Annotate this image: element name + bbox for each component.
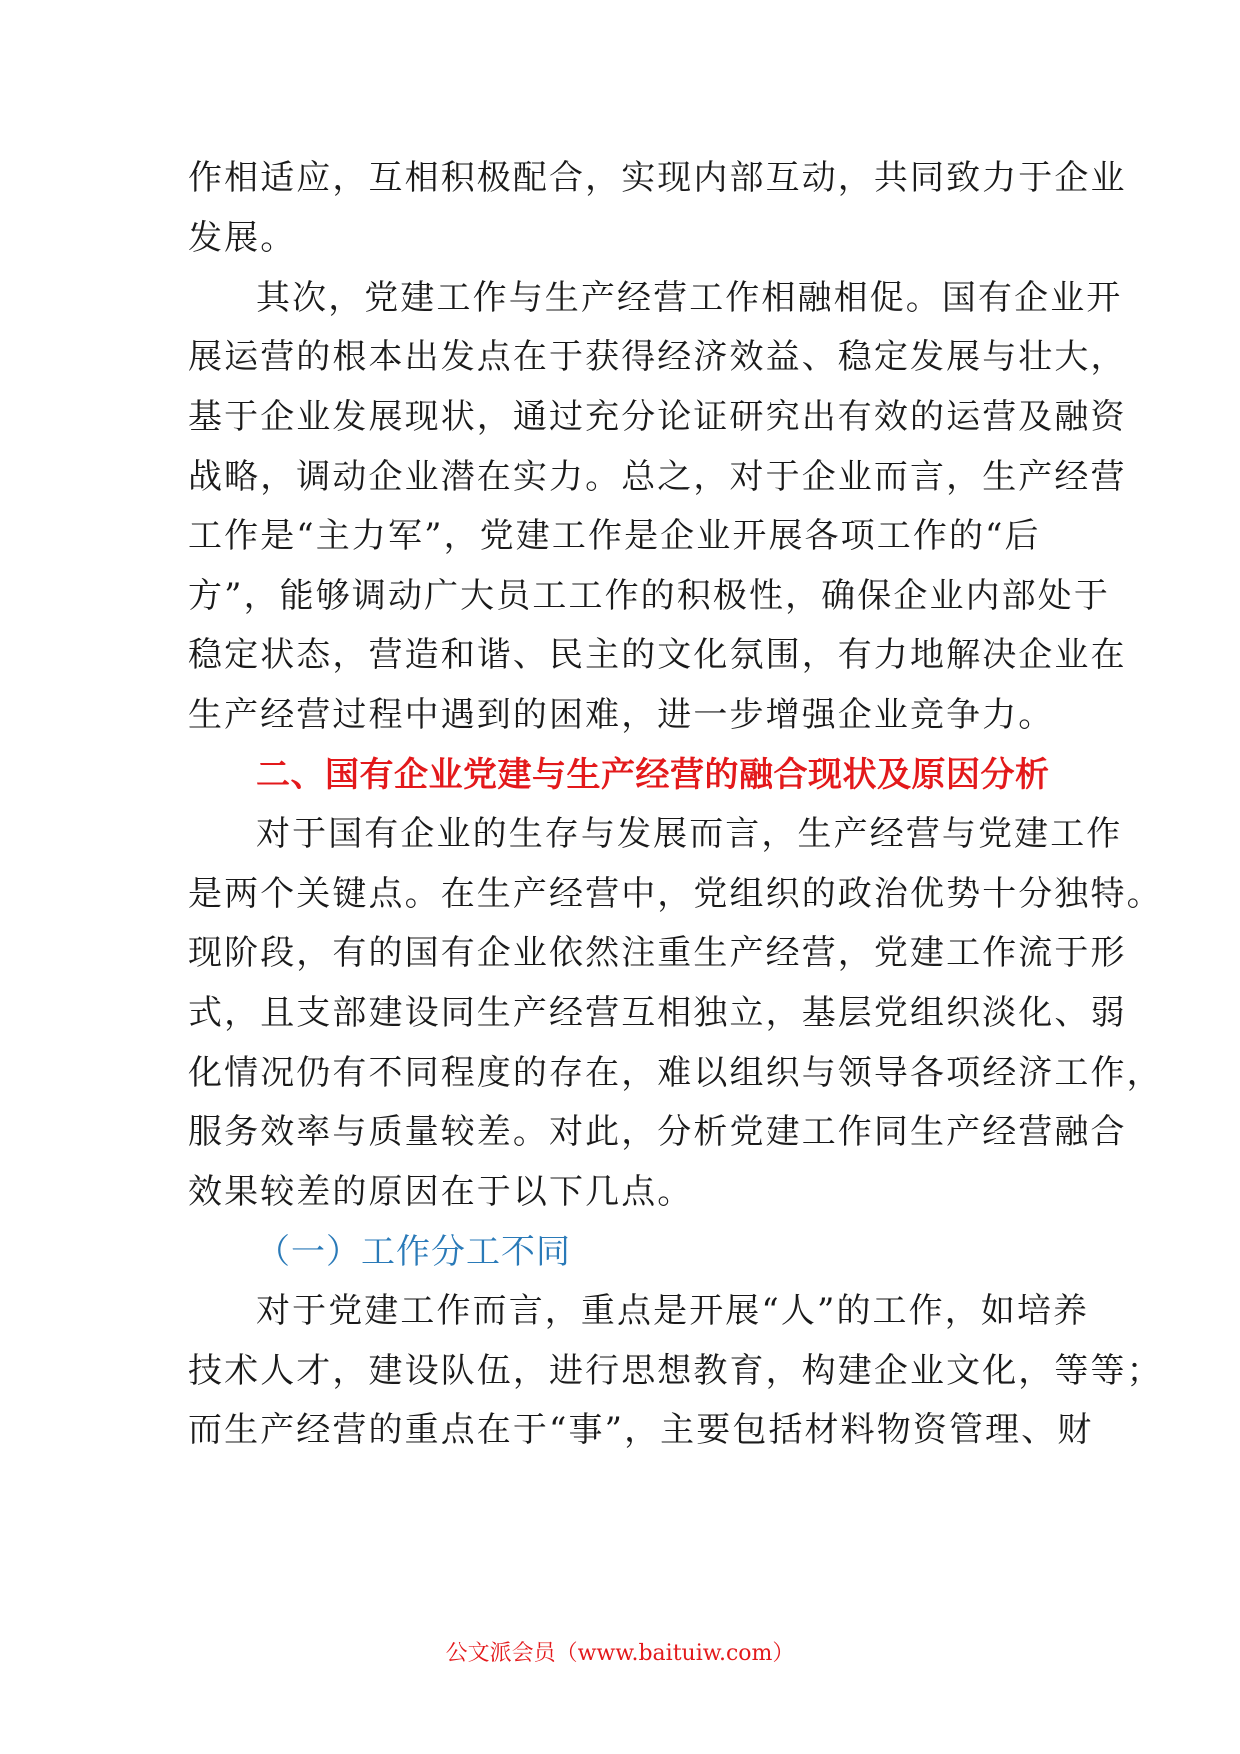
paragraph-line: 战略，调动企业潜在实力。总之，对于企业而言，生产经营 [188, 457, 1127, 497]
paragraph-line: 展运营的根本出发点在于获得经济效益、稳定发展与壮大， [188, 337, 1127, 377]
paragraph-line: 方”，能够调动广大员工工作的积极性，确保企业内部处于 [188, 576, 1110, 616]
subsection-heading: （一）工作分工不同 [256, 1232, 571, 1272]
paragraph-line: 现阶段，有的国有企业依然注重生产经营，党建工作流于形 [188, 933, 1127, 973]
paragraph-line: 技术人才，建设队伍，进行思想教育，构建企业文化，等等； [188, 1351, 1163, 1391]
paragraph-line: 生产经营过程中遇到的困难，进一步增强企业竞争力。 [188, 695, 1055, 735]
paragraph-line: 式，且支部建设同生产经营互相独立，基层党组织淡化、弱 [188, 993, 1127, 1033]
footer-member-link[interactable]: 公文派会员（www.baituiw.com） [445, 1641, 795, 1666]
paragraph-line: 其次，党建工作与生产经营工作相融相促。国有企业开 [256, 278, 1123, 318]
paragraph-line: 作相适应，互相积极配合，实现内部互动，共同致力于企业 [188, 158, 1127, 198]
section-heading: 二、国有企业党建与生产经营的融合现状及原因分析 [256, 755, 1050, 795]
paragraph-line: 效果较差的原因在于以下几点。 [188, 1172, 694, 1212]
paragraph-line: 是两个关键点。在生产经营中，党组织的政治优势十分独特。 [188, 874, 1163, 914]
paragraph-line: 稳定状态，营造和谐、民主的文化氛围，有力地解决企业在 [188, 635, 1127, 675]
paragraph-line: 工作是“主力军”，党建工作是企业开展各项工作的“后 [188, 516, 1041, 556]
paragraph-line: 发展。 [188, 218, 297, 258]
paragraph-line: 而生产经营的重点在于“事”，主要包括材料物资管理、财 [188, 1410, 1094, 1450]
paragraph-line: 服务效率与质量较差。对此，分析党建工作同生产经营融合 [188, 1112, 1127, 1152]
paragraph-line: 基于企业发展现状，通过充分论证研究出有效的运营及融资 [188, 397, 1127, 437]
paragraph-line: 对于国有企业的生存与发展而言，生产经营与党建工作 [256, 814, 1123, 854]
paragraph-line: 化情况仍有不同程度的存在，难以组织与领导各项经济工作， [188, 1053, 1163, 1093]
paragraph-line: 对于党建工作而言，重点是开展“人”的工作，如培养 [256, 1291, 1090, 1331]
